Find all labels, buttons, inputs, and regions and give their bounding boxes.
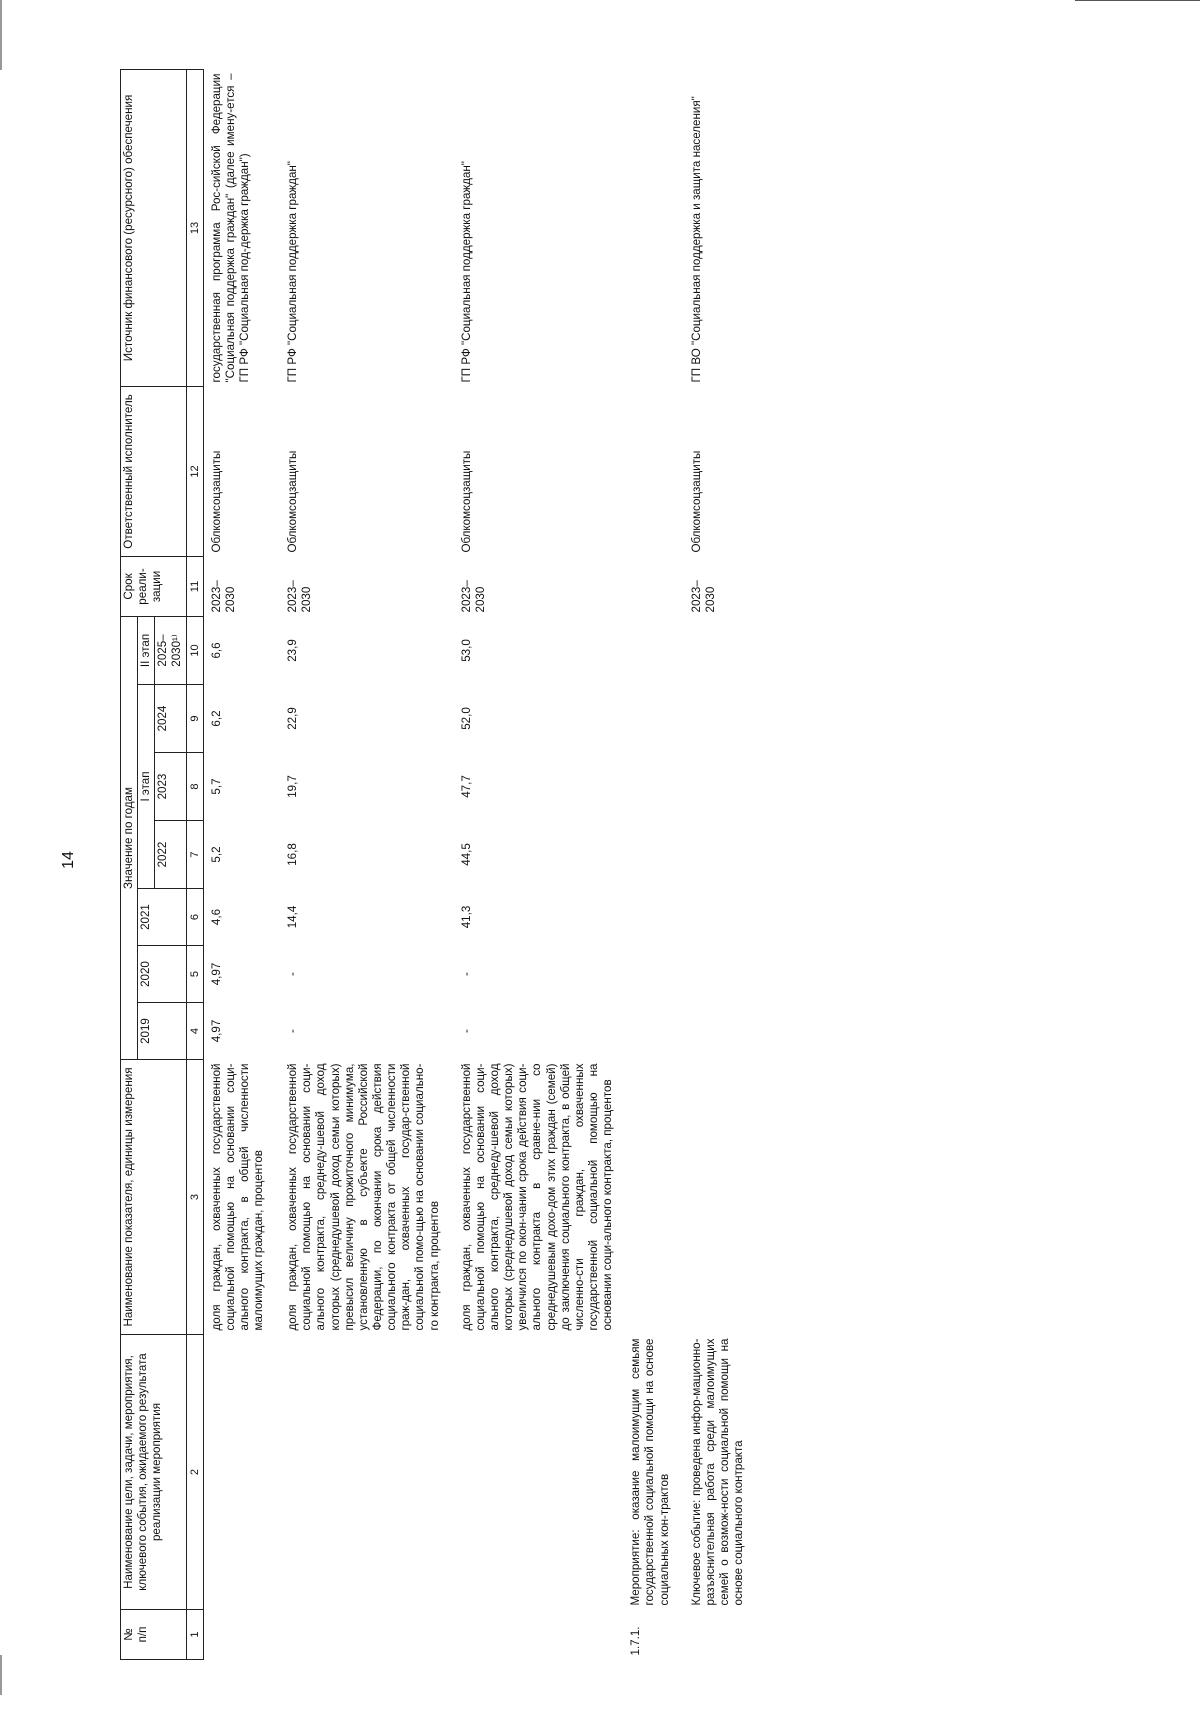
value-2020: - xyxy=(459,972,473,976)
scan-edge-left xyxy=(0,0,2,70)
column-number: 8 xyxy=(186,753,203,821)
value-2019: 4,97 xyxy=(209,1019,223,1043)
key-event-row xyxy=(689,69,748,1659)
term: 2023– 2030 xyxy=(209,580,237,613)
funding-source: ГП РФ "Социальная поддержка граждан" xyxy=(286,161,300,383)
funding-source: ГП РФ "Социальная поддержка граждан" xyxy=(459,161,473,383)
header-years-2025-2030: 2025–2030¹⁾ xyxy=(155,616,186,684)
value-2024: 22,9 xyxy=(286,707,300,730)
value-2022: 5,2 xyxy=(209,846,223,863)
scan-edge-left-lower xyxy=(0,1655,2,1695)
header-year-2022: 2022 xyxy=(155,821,186,889)
key-event-funding-source: ГП ВО "Социальная поддержка и защита населения" xyxy=(689,96,703,383)
value-2022: 16,8 xyxy=(286,843,300,866)
indicator-name: доля граждан, охваченных государственной социальной помощью на основании соци-ального контракта, в общей численности малоимущих граждан, процентов xyxy=(209,1063,265,1331)
key-event-term: 2023– 2030 xyxy=(689,580,717,613)
key-event-executor: Облкомсоцзащиты xyxy=(689,450,703,553)
header-year-2023: 2023 xyxy=(155,753,186,821)
header-term: Срок реали-зации xyxy=(121,556,187,616)
value-2023: 19,7 xyxy=(286,775,300,798)
column-number: 6 xyxy=(186,889,203,946)
value-2024: 6,2 xyxy=(209,710,223,727)
measure-row xyxy=(628,69,672,1659)
column-number: 7 xyxy=(186,821,203,889)
value-2023: 47,7 xyxy=(459,775,473,798)
term: 2023– 2030 xyxy=(286,580,314,613)
column-number: 3 xyxy=(186,1060,203,1335)
column-number: 2 xyxy=(186,1335,203,1610)
table-row xyxy=(203,69,267,1659)
executor: Облкомсоцзащиты xyxy=(209,450,223,553)
column-number: 4 xyxy=(186,1003,203,1060)
table-row xyxy=(285,69,443,1659)
column-number: 1 xyxy=(186,1610,203,1660)
value-2022: 44,5 xyxy=(459,843,473,866)
funding-source: государственная программа Рос-сийской Федерации "Социальная поддержка граждан" (далее имену-ется – ГП РФ "Социальная под-держка граждан") xyxy=(209,73,251,383)
page-number: 14 xyxy=(60,851,77,869)
header-number: № п/п xyxy=(121,1610,187,1660)
measure-text: Мероприятие: оказание малоимущим семьям государственной социальной помощи на основе социальных кон-трактов xyxy=(629,1338,671,1606)
header-funding-source: Источник финансового (ресурсного) обеспечения xyxy=(121,69,187,386)
value-2025-2030: 53,0 xyxy=(459,639,473,662)
term: 2023– 2030 xyxy=(459,580,487,613)
header-stage-1: I этап xyxy=(138,685,155,889)
measure-number: 1.7.1. xyxy=(629,1626,643,1656)
header-year-2020: 2020 xyxy=(138,946,186,1003)
header-indicator-name: Наименование показателя, единицы измерения xyxy=(121,1060,187,1335)
value-2025-2030: 23,9 xyxy=(286,639,300,662)
indicators-table xyxy=(120,69,747,1660)
column-number: 10 xyxy=(186,616,203,684)
header-executor: Ответственный исполнитель xyxy=(121,386,187,556)
header-year-2019: 2019 xyxy=(138,1003,186,1060)
header-stage-2: II этап xyxy=(138,616,155,684)
indicator-name: доля граждан, охваченных государственной социальной помощью на основании соци-ального контракта, среднеду-шевой доход которых (среднедушевой доход семьи которых) увеличился по окон-чании срока действия соци-ального контракта в сравне-нии со среднедушевым дохо-дом этих граждан (семей) до заключения социального контракта, в общей численно-сти граждан, охваченных государственной социальной помощью на основании соци-ального контракта, процентов xyxy=(459,1063,615,1331)
value-2019: - xyxy=(459,1029,473,1033)
header-measure-name: Наименование цели, задачи, мероприятия, ключевого события, ожидаемого результата реализации мероприятия xyxy=(121,1335,187,1610)
column-number: 13 xyxy=(186,69,203,386)
column-number: 5 xyxy=(186,946,203,1003)
column-number: 12 xyxy=(186,386,203,556)
value-2025-2030: 6,6 xyxy=(209,642,223,659)
column-number: 9 xyxy=(186,685,203,753)
rotated-document-page xyxy=(25,20,1175,1700)
value-2021: 4,6 xyxy=(209,908,223,926)
key-event-text: Ключевое событие: проведена инфор-мационно-разъяснительная работа среди малоимущих семей о возмож-ности социальной помощи на основе социального контракта xyxy=(689,1338,746,1606)
header-year-2024: 2024 xyxy=(155,685,186,753)
column-number: 11 xyxy=(186,556,203,616)
header-values-by-year: Значение по годам xyxy=(121,616,138,1059)
value-2020: - xyxy=(286,972,300,976)
executor: Облкомсоцзащиты xyxy=(459,450,473,553)
scan-edge-top xyxy=(1075,0,1200,1)
indicator-name: доля граждан, охваченных государственной социальной помощью на основании соци-ального контракта, среднеду-шевой доход которых (среднедушевой доход семьи которых) превысил величину прожиточного минимума, установленную в субъекте Российской Федерации, по окончании срока действия социального контракта от общей численности граж-дан, охваченных государ-ственной социальной помо-щью на основании социально-го контракта, процентов xyxy=(286,1063,441,1331)
value-2019: - xyxy=(286,1029,300,1033)
executor: Облкомсоцзащиты xyxy=(286,450,300,553)
table-row xyxy=(459,69,617,1659)
header-year-2021: 2021 xyxy=(138,889,186,946)
value-2024: 52,0 xyxy=(459,707,473,730)
value-2021: 14,4 xyxy=(286,905,300,929)
value-2021: 41,3 xyxy=(459,905,473,929)
value-2020: 4,97 xyxy=(209,962,223,986)
value-2023: 5,7 xyxy=(209,778,223,795)
